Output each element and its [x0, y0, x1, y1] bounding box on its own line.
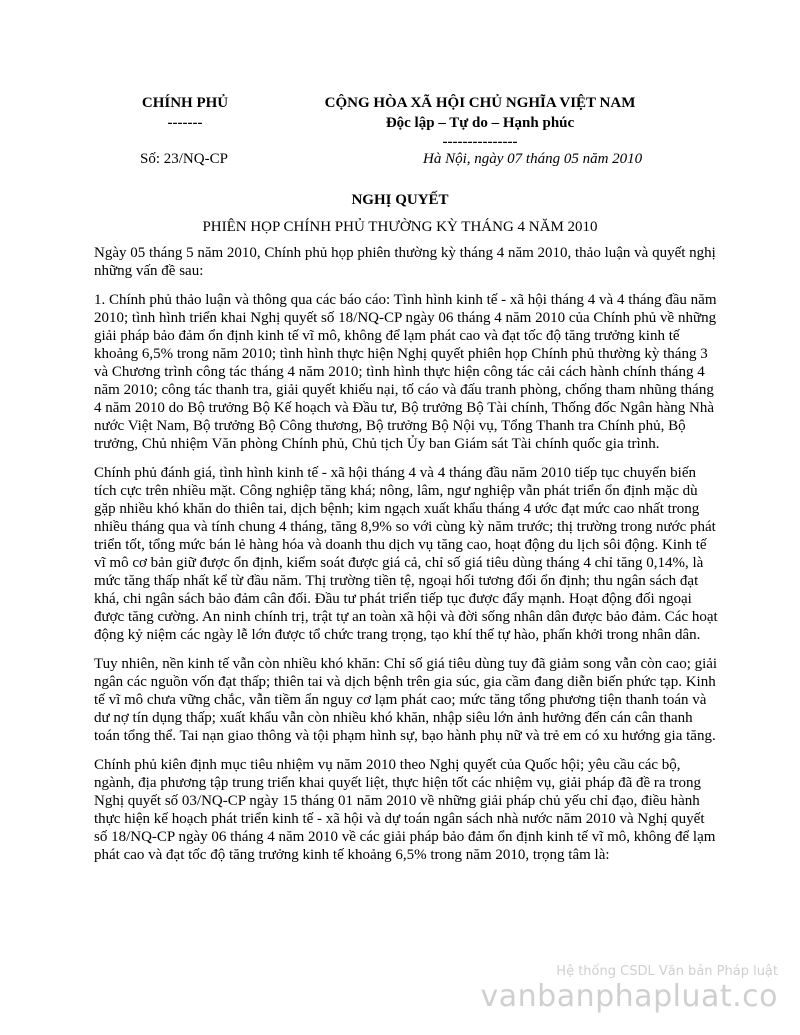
paragraph-directives: Chính phủ kiên định mục tiêu nhiệm vụ năm 2010 theo Nghị quyết của Quốc hội; yêu cầu các bộ, ngành, địa phương tập trung triển khai quyết liệt, thực hiện tốt các nhiệm vụ, giải pháp đã đề ra trong Nghị quyết số 03/NQ-CP ngày 15 tháng 01 năm 2010 về những giải pháp chủ yếu chỉ đạo, điều hành thực hiện kế hoạch phát triển kinh tế - xã hội và dự toán ngân sách nhà nước năm 2010 và Nghị quyết số 18/NQ-CP ngày 06 tháng 4 năm 2010 về các giải pháp bảo đảm ổn định kinh tế vĩ mô, không để lạm phát cao và đạt tốc độ tăng trưởng kinh tế khoảng 6,5% trong năm 2010, trọng tâm là:: [94, 757, 716, 863]
watermark-caption: Hệ thống CSDL Văn bản Pháp luật: [556, 964, 778, 979]
issuer-name: CHÍNH PHỦ: [141, 95, 229, 111]
document-date: Hà Nội, ngày 07 tháng 05 năm 2010: [423, 151, 643, 167]
document-title: NGHỊ QUYẾT: [351, 192, 449, 208]
document-number: Số: 23/NQ-CP: [140, 151, 228, 167]
paragraph-reports: 1. Chính phủ thảo luận và thông qua các báo cáo: Tình hình kinh tế - xã hội tháng 4 và 4 tháng đầu năm 2010; tình hình triển khai Nghị quyết số 18/NQ-CP ngày 06 tháng 4 năm 2010 của Chính phủ về những giải pháp bảo đảm ổn định kinh tế vĩ mô, không để lạm phát cao và đạt tốc độ tăng trưởng kinh tế khoảng 6,5% trong năm 2010; tình hình thực hiện Nghị quyết phiên họp Chính phủ thường kỳ tháng 3 và Chương trình công tác tháng 4 năm 2010; tình hình thực hiện công tác cải cách hành chính tháng 4 năm 2010; công tác thanh tra, giải quyết khiếu nại, tố cáo và đấu tranh phòng, chống tham nhũng tháng 4 năm 2010 do Bộ trưởng Bộ Kế hoạch và Đầu tư, Bộ trưởng Bộ Tài chính, Thống đốc Ngân hàng Nhà nước Việt Nam, Bộ trưởng Bộ Công thương, Bộ trưởng Bộ Nội vụ, Tổng Thanh tra Chính phủ, Bộ trưởng, Chủ nhiệm Văn phòng Chính phủ, Chủ tịch Ủy ban Giám sát Tài chính quốc gia trình.: [94, 292, 717, 452]
motto-divider: ---------------: [442, 134, 518, 150]
country-name: CỘNG HÒA XÃ HỘI CHỦ NGHĨA VIỆT NAM: [324, 95, 636, 111]
paragraph-assessment: Chính phủ đánh giá, tình hình kinh tế - xã hội tháng 4 và 4 tháng đầu năm 2010 tiếp tục chuyển biến tích cực trên nhiều mặt. Công nghiệp tăng khá; nông, lâm, ngư nghiệp vẫn phát triển ổn định mặc dù gặp nhiều khó khăn do thiên tai, dịch bệnh; kim ngạch xuất khẩu tháng 4 ước đạt mức cao nhất trong nhiều tháng qua và tính chung 4 tháng, tăng 8,9% so với cùng kỳ năm trước; thị trường trong nước phát triển tốt, tổng mức bán lẻ hàng hóa và doanh thu dịch vụ tăng cao, hoạt động du lịch sôi động. Kinh tế vĩ mô cơ bản giữ được ổn định, kiểm soát được giá cả, chỉ số giá tiêu dùng tháng 4 chỉ tăng 0,14%, là mức tăng thấp nhất kể từ đầu năm. Thị trường tiền tệ, ngoại hối tương đối ổn định; thu ngân sách đạt khá, chi ngân sách bảo đảm cân đối. Đầu tư phát triển tiếp tục được đẩy mạnh. Hoạt động đối ngoại được tăng cường. An ninh chính trị, trật tự an toàn xã hội và đời sống nhân dân được bảo đảm. Các hoạt động kỷ niệm các ngày lễ lớn được tổ chức trang trọng, tạo khí thế tự hào, phấn khởi trong nhân dân.: [94, 465, 718, 643]
document-subtitle: PHIÊN HỌP CHÍNH PHỦ THƯỜNG KỲ THÁNG 4 NĂM 2010: [202, 219, 598, 235]
issuer-divider: -------: [167, 115, 203, 131]
document-body: [94, 244, 720, 875]
paragraph-difficulties: Tuy nhiên, nền kinh tế vẫn còn nhiều khó khăn: Chỉ số giá tiêu dùng tuy đã giảm song vẫn còn cao; giải ngân các nguồn vốn đạt thấp; thiên tai và dịch bệnh trên gia súc, gia cầm đang diễn biến phức tạp. Kinh tế vĩ mô chưa vững chắc, vẫn tiềm ẩn nguy cơ lạm phát cao; mức tăng tổng phương tiện thanh toán và dư nợ tín dụng thấp; xuất khẩu vẫn còn nhiều khó khăn, nhập siêu lớn ảnh hưởng đến cán cân thanh toán tổng thể. Tai nạn giao thông và tội phạm hình sự, bạo hành phụ nữ và trẻ em có xu hướng gia tăng.: [94, 656, 718, 744]
national-motto: Độc lập – Tự do – Hạnh phúc: [385, 115, 575, 131]
paragraph-intro: Ngày 05 tháng 5 năm 2010, Chính phủ họp phiên thường kỳ tháng 4 năm 2010, thảo luận và quyết nghị những vấn đề sau:: [94, 245, 716, 279]
watermark-site: vanbanphapluat.co: [480, 979, 778, 1014]
